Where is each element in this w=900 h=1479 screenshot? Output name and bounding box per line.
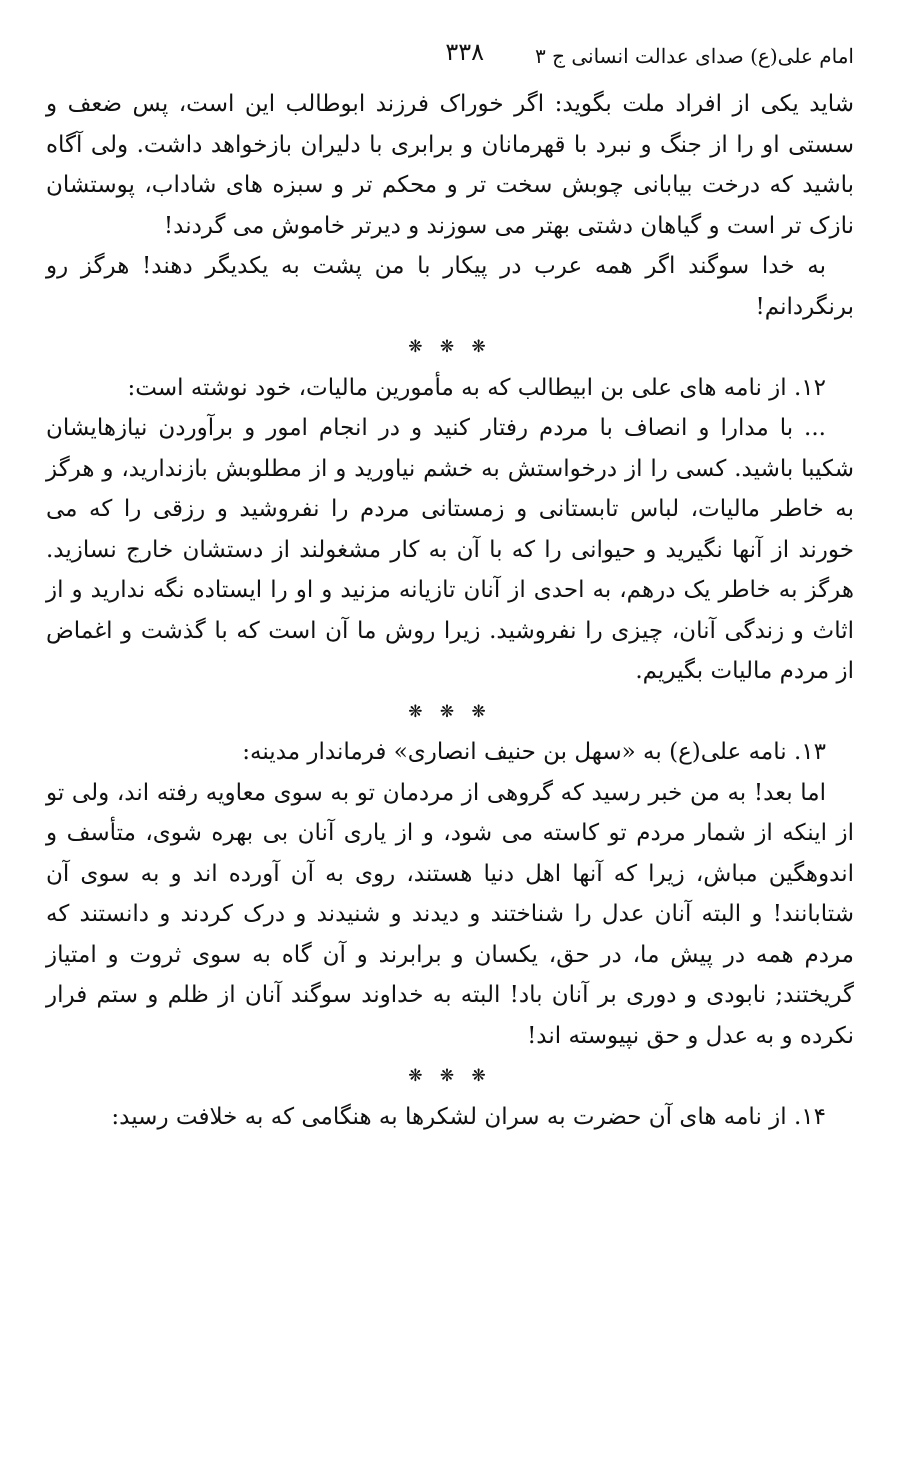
paragraph-letter-13: اما بعد! به من خبر رسید که گروهی از مردمان تو به سوی معاویه رفته اند، ولی تو از اینکه از شمار مردم تو کاسته می شود، و از یاری آنان بی بهره شوی، متأسف و اندوهگین مباش، زیرا که آنها اهل دنیا هستند، روی به آن آورده اند و به سوی آن شتابانند! و البته آنان عدل را شناختند و دیدند و شنیدند و درک کردند و دانستند که مردم همه در پیش ما، در حق، یکسان و برابرند و آن گاه به سوی ثروت و امتیاز گریختند; نابودی و دوری بر آنان باد! البته به خداوند سوگند آنان از ظلم و ستم فرار نکرده و به عدل و حق نپیوسته اند! [46,779,854,1049]
page-body [46,84,854,1137]
section-separator: ❋ ❋ ❋ [408,337,492,357]
page-header [46,36,854,76]
paragraph-2: به خدا سوگند اگر همه عرب در پیکار با من پشت به یکدیگر دهند! هرگز رو برنگردانم! [46,253,854,320]
page-number: ۳۳۸ [445,38,484,66]
heading-letter-12: ۱۲. از نامه های علی بن ابیطالب که به مأمورین مالیات، خود نوشته است: [127,374,826,401]
heading-letter-14: ۱۴. از نامه های آن حضرت به سران لشکرها به هنگامی که به خلافت رسید: [111,1103,826,1130]
heading-letter-13: ۱۳. نامه علی(ع) به «سهل بن حنیف انصاری» فرماندار مدینه: [242,739,826,765]
section-separator: ❋ ❋ ❋ [408,1066,492,1086]
paragraph-letter-12: ... با مدارا و انصاف با مردم رفتار کنید و در انجام امور و برآوردن نیازهایشان شکیبا باشید. کسی را از درخواستش به خشم نیاورید و از مطلوبش بازندارید، و هرگز به خاطر مالیات، لباس تابستانی و زمستانی مردم را نفروشید و رزقی را که می خورند از آنها نگیرید و حیوانی را که با آن به کار مشغولند از دستشان خارج نسازید. هرگز به خاطر یک درهم، به احدی از آنان تازیانه مزنید و او را ایستاده نگه ندارید و از اثاث و زندگی آنان، چیزی را نفروشید. زیرا روش ما آن است که با گذشت و اغماض از مردم مالیات بگیریم. [46,415,854,684]
paragraph-1: شاید یکی از افراد ملت بگوید: اگر خوراک فرزند ابوطالب این است، پس ضعف و سستی او را از جنگ و نبرد با قهرمانان و برابری با دلیران بازخواهد داشت. ولی آگاه باشید که درخت بیابانی چوبش سخت تر و محکم تر و سبزه های شاداب، پوستشان نازک تر است و گیاهان دشتی بهتر می سوزند و دیرتر خاموش می گردند! [46,91,854,239]
section-separator: ❋ ❋ ❋ [408,701,492,722]
running-title: امام علی(ع) صدای عدالت انسانی ج ۳ [534,44,854,68]
